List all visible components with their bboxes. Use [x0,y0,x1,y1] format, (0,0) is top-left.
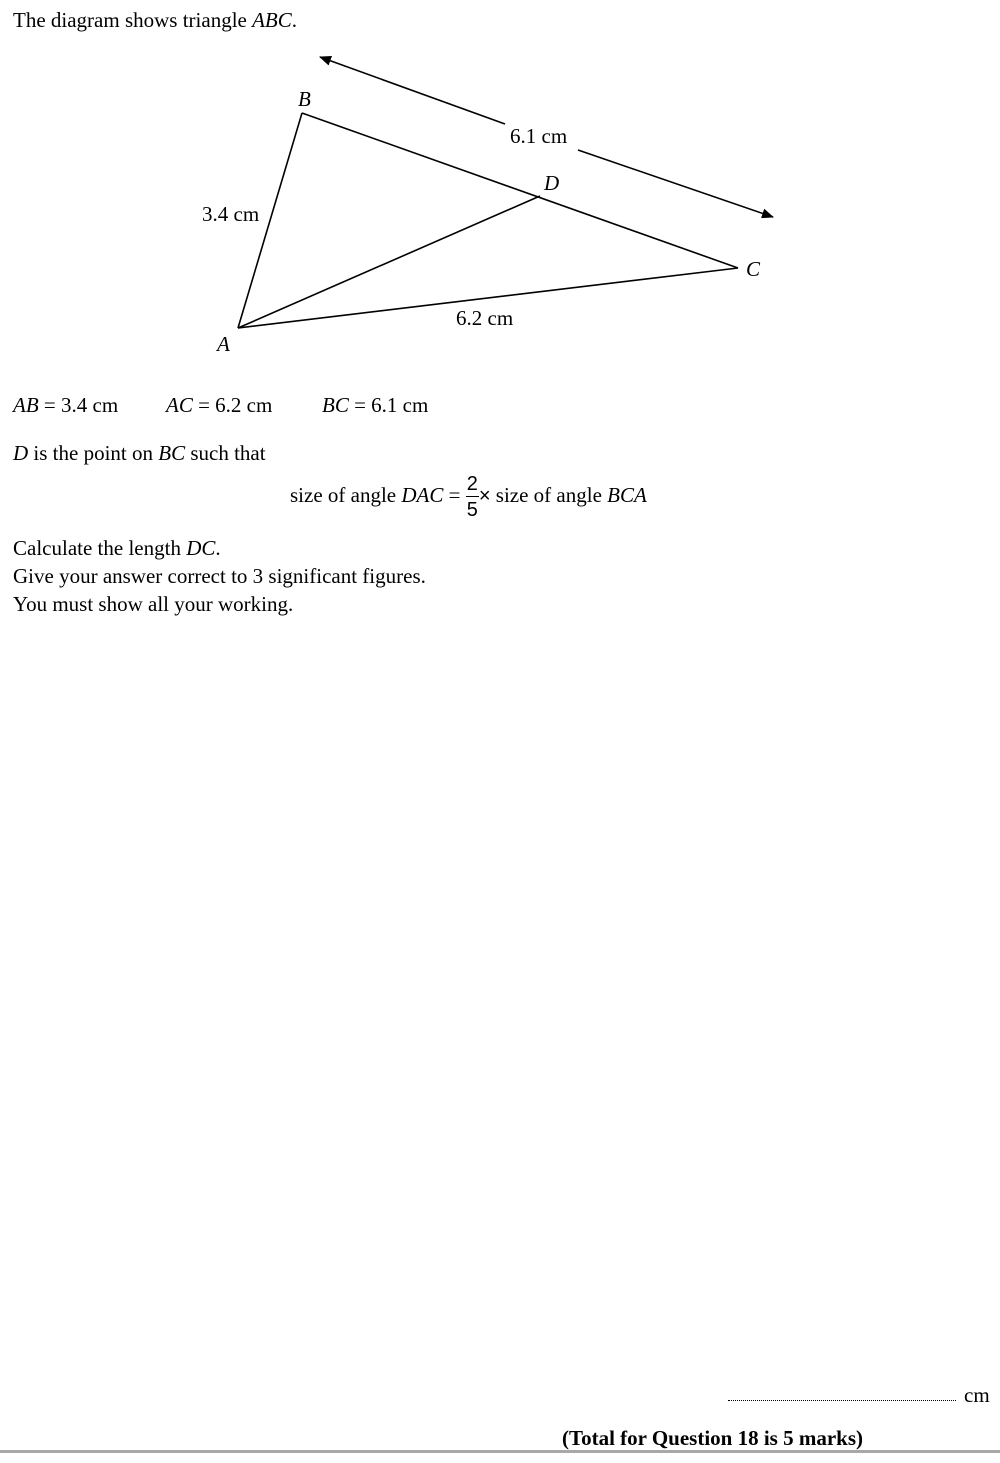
given-bc-value: = 6.1 cm [348,393,429,417]
instruction-line-1 [13,538,221,559]
given-ac-value: = 6.2 cm [192,393,273,417]
fraction-denominator: 5 [466,499,478,521]
answer-input-line[interactable] [728,1400,956,1401]
intro-prefix: The diagram shows triangle [13,8,253,32]
instruction-1-prefix: Calculate the length [13,536,187,560]
answer-unit: cm [964,1383,990,1407]
instruction-1-suffix: . [215,536,221,560]
equation-left-angle: DAC [401,482,444,507]
given-ac [166,395,272,416]
intro-triangle-name: ABC [252,8,292,32]
fraction-two-fifths [466,474,479,520]
given-ab [13,395,118,416]
vertex-c-label: C [746,257,761,281]
bc-dimension-arrow-right [578,150,773,217]
condition-mid: is the point on [28,441,159,465]
intro-suffix: . [291,8,298,32]
fraction-numerator: 2 [466,473,478,495]
equation-right-angle: BCA [607,482,647,507]
given-ab-name: AB [13,393,39,417]
given-bc-name: BC [322,393,349,417]
equation-right-text: size of angle [490,482,608,507]
condition-text [13,443,266,464]
bottom-divider [0,1450,1000,1453]
triangle-diagram [0,0,1000,370]
given-bc [322,395,428,416]
question-total-marks: (Total for Question 18 is 5 marks) [562,1426,864,1450]
point-d-label: D [544,171,560,195]
bc-dimension-arrow-left [320,57,505,124]
given-ac-name: AC [166,393,193,417]
instruction-line-2: Give your answer correct to 3 significant figures. [13,564,426,588]
length-ab-label: 3.4 cm [202,202,260,226]
length-ac-label: 6.2 cm [456,306,514,330]
instruction-1-variable: DC [186,536,216,560]
vertex-b-label: B [298,87,311,111]
given-ab-value: = 3.4 cm [38,393,119,417]
equation-left-text: size of angle [290,482,402,507]
length-bc-label: 6.1 cm [510,124,568,148]
condition-d: D [13,441,29,465]
equation-equals: = [443,482,466,507]
condition-bc: BC [158,441,186,465]
instruction-line-3: You must show all your working. [13,592,294,616]
angle-equation [290,474,647,520]
times-symbol: × [478,484,491,507]
vertex-a-label: A [217,332,230,356]
condition-end: such that [185,441,266,465]
